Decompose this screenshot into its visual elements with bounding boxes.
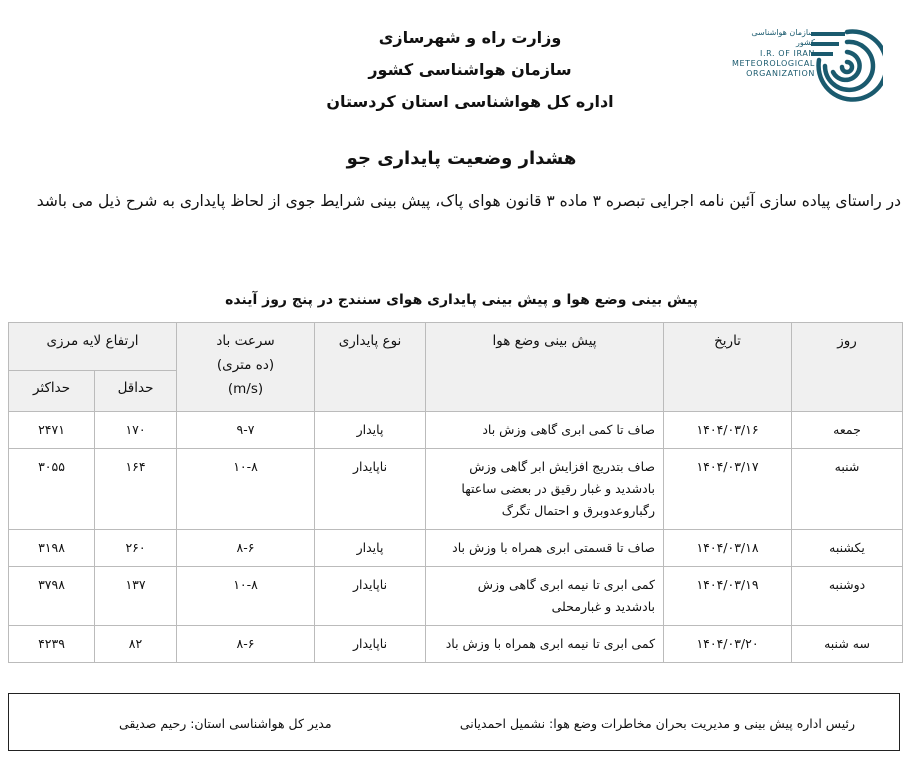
cell-stability: ناپایدار xyxy=(315,626,426,663)
signer-forecast-head: رئیس اداره پیش بینی و مدیریت بحران مخاطرات وضع هوا: نشمیل احمدیانی xyxy=(459,716,855,731)
table-row xyxy=(9,449,903,530)
cell-stability: پایدار xyxy=(315,530,426,567)
letterhead xyxy=(250,22,690,118)
header-wind-line-3: (m/s) xyxy=(227,381,264,397)
cell-min: ۲۶۰ xyxy=(95,530,177,567)
ministry-name: وزارت راه و شهرسازی xyxy=(378,28,562,47)
cell-min: ۸۲ xyxy=(95,626,177,663)
header-wind-speed xyxy=(177,323,315,412)
cell-wind: ۱۰-۸ xyxy=(177,449,315,530)
header-wind-line-1: سرعت باد xyxy=(216,333,275,349)
header-boundary-layer: ارتفاع لایه مرزی xyxy=(9,323,177,371)
table-header-row xyxy=(9,323,903,371)
logo-text-line-3: ORGANIZATION xyxy=(746,69,815,78)
cell-stability: ناپایدار xyxy=(315,449,426,530)
cell-date: ۱۴۰۴/۰۳/۱۹ xyxy=(664,567,792,626)
meteorological-organization-logo xyxy=(732,20,883,118)
cell-weather: کمی ابری تا نیمه ابری گاهی وزش بادشدید و غبارمحلی xyxy=(426,567,664,626)
cell-stability: ناپایدار xyxy=(315,567,426,626)
signature-box xyxy=(8,693,900,751)
table-caption: پیش بینی وضع هوا و پیش بینی پایداری هوای سنندج در پنج روز آینده xyxy=(225,292,698,308)
header-max: حداکثر xyxy=(9,371,95,412)
logo-text-line-1: I.R. OF IRAN xyxy=(760,49,815,58)
cell-min: ۱۶۴ xyxy=(95,449,177,530)
logo-emblem-icon xyxy=(811,20,883,118)
cell-wind: ۹-۷ xyxy=(177,412,315,449)
header-stability: نوع پایداری xyxy=(315,323,426,412)
header-weather: پیش بینی وضع هوا xyxy=(426,323,664,412)
cell-weather: صاف بتدریج افزایش ابر گاهی وزش بادشدید و غبار رقیق در بعضی ساعتها رگباروعدوبرق و احتمال تگرگ xyxy=(426,449,664,530)
cell-day: دوشنبه xyxy=(792,567,903,626)
cell-weather: کمی ابری تا نیمه ابری همراه با وزش باد xyxy=(426,626,664,663)
table-row xyxy=(9,567,903,626)
cell-day: سه شنبه xyxy=(792,626,903,663)
cell-wind: ۸-۶ xyxy=(177,626,315,663)
cell-date: ۱۴۰۴/۰۳/۱۸ xyxy=(664,530,792,567)
cell-date: ۱۴۰۴/۰۳/۱۷ xyxy=(664,449,792,530)
header-wind-line-2: (ده متری) xyxy=(216,357,275,373)
cell-weather: صاف تا کمی ابری گاهی وزش باد xyxy=(426,412,664,449)
organization-name: سازمان هواشناسی کشور xyxy=(368,60,572,79)
cell-max: ۳۱۹۸ xyxy=(9,530,95,567)
cell-day: شنبه xyxy=(792,449,903,530)
department-name: اداره کل هواشناسی استان کردستان xyxy=(326,92,614,111)
cell-max: ۴۲۳۹ xyxy=(9,626,95,663)
table-row xyxy=(9,412,903,449)
cell-day: جمعه xyxy=(792,412,903,449)
logo-text-persian: سازمان هواشناسی کشور xyxy=(751,28,815,47)
header-min: حداقل xyxy=(95,371,177,412)
cell-stability: پایدار xyxy=(315,412,426,449)
cell-min: ۱۳۷ xyxy=(95,567,177,626)
cell-max: ۳۰۵۵ xyxy=(9,449,95,530)
cell-wind: ۸-۶ xyxy=(177,530,315,567)
logo-text xyxy=(732,28,815,79)
header-day: روز xyxy=(792,323,903,412)
forecast-table xyxy=(8,322,903,663)
table-row xyxy=(9,626,903,663)
header-date: تاریخ xyxy=(664,323,792,412)
table-row xyxy=(9,530,903,567)
cell-day: یکشنبه xyxy=(792,530,903,567)
cell-max: ۲۴۷۱ xyxy=(9,412,95,449)
cell-wind: ۱۰-۸ xyxy=(177,567,315,626)
cell-min: ۱۷۰ xyxy=(95,412,177,449)
cell-weather: صاف تا قسمتی ابری همراه با وزش باد xyxy=(426,530,664,567)
signer-director-general: مدیر کل هواشناسی استان: رحیم صدیقی xyxy=(119,716,332,731)
cell-max: ۳۷۹۸ xyxy=(9,567,95,626)
intro-paragraph: در راستای پیاده سازی آئین نامه اجرایی تبصره ۳ ماده ۳ قانون هوای پاک، پیش بینی شرایط جوی از لحاظ پایداری به شرح ذیل می باشد xyxy=(36,192,901,210)
document-title: هشدار وضعیت پایداری جو xyxy=(346,148,577,169)
cell-date: ۱۴۰۴/۰۳/۱۶ xyxy=(664,412,792,449)
cell-date: ۱۴۰۴/۰۳/۲۰ xyxy=(664,626,792,663)
logo-text-line-2: METEOROLOGICAL xyxy=(732,59,815,68)
